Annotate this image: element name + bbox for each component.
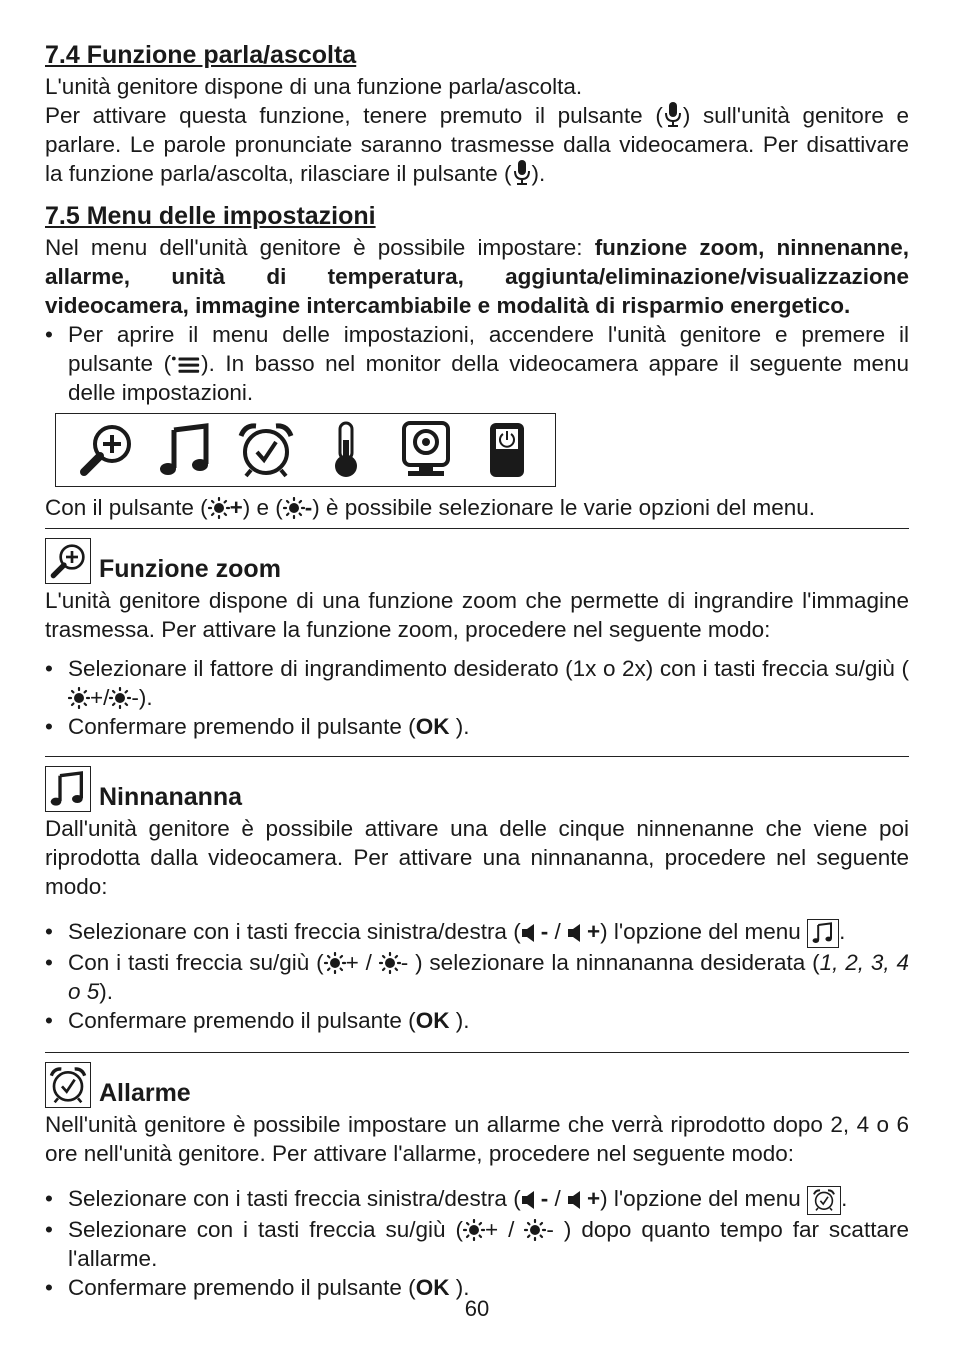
power-icon (476, 420, 536, 480)
s75-intro: Nel menu dell'unità genitore è possibile impostare: funzione zoom, ninnenanne, allarme, unità di temperatura, aggiunta/eliminazione/visualizzazione videocamera, immagine intercambiabile e modalità di risparmio energetico. (45, 235, 909, 318)
settings-menu-bar (55, 413, 556, 487)
alarm-clock-icon (48, 1065, 88, 1105)
music-note-icon (156, 420, 216, 480)
brightness-down-icon (283, 497, 305, 519)
list-item: • Per aprire il menu delle impostazioni, accendere l'unità genitore e premere il pulsante ( ). In basso nel monitor della videocamera appare il seguente menu delle impostazioni. (45, 322, 910, 405)
lullaby-title: Ninnananna (99, 783, 243, 811)
music-note-icon (48, 769, 88, 809)
divider (45, 528, 909, 529)
brightness-up-icon (324, 952, 346, 974)
alarm-clock-icon (812, 1188, 836, 1212)
list-item: • Confermare premendo il pulsante (OK ). (45, 1275, 470, 1300)
zoom-section-header (45, 538, 909, 584)
brightness-down-icon (524, 1219, 546, 1241)
list-item: • Con i tasti freccia su/giù ( + / - ) selezionare la ninnananna desiderata (1, 2, 3, 4 o 5). (45, 950, 909, 1004)
s74-intro: L'unità genitore dispone di una funzione parla/ascolta. (45, 74, 583, 99)
brightness-up-icon (68, 687, 90, 709)
alarm-section-header (45, 1062, 909, 1108)
alarm-clock-box (807, 1186, 841, 1215)
volume-up-icon (567, 923, 587, 943)
microphone-icon (663, 101, 683, 127)
page-number: 60 (464, 1296, 490, 1321)
section-7-4-heading: 7.4 Funzione parla/ascolta (45, 41, 357, 69)
volume-down-icon (521, 1190, 541, 1210)
alarm-title: Allarme (99, 1079, 191, 1107)
section-7-5-heading: 7.5 Menu delle impostazioni (45, 202, 376, 230)
list-item: • Confermare premendo il pulsante (OK ). (45, 1008, 470, 1033)
music-note-box (807, 919, 839, 948)
zoom-icon (76, 420, 136, 480)
zoom-icon (48, 541, 88, 581)
list-item: • Confermare premendo il pulsante (OK ). (45, 714, 470, 739)
volume-down-icon (521, 923, 541, 943)
volume-up-icon (567, 1190, 587, 1210)
divider (45, 756, 909, 757)
menu-icon (171, 355, 201, 375)
zoom-title: Funzione zoom (99, 555, 281, 583)
zoom-description: L'unità genitore dispone di una funzione zoom che permette di ingrandire l'immagine trasmessa. Per attivare la funzione zoom, procedere nel seguente modo: (45, 588, 909, 642)
brightness-up-icon (208, 497, 230, 519)
microphone-icon (512, 159, 532, 185)
s75-select-text: Con il pulsante ( +) e ( -) è possibile selezionare le varie opzioni del menu. (45, 495, 816, 520)
lullaby-description: Dall'unità genitore è possibile attivare una delle cinque ninnenanne che viene poi riprodotta dalla videocamera. Per attivare una ninnananna, procedere nel seguente modo: (45, 816, 909, 899)
list-item: • Selezionare con i tasti freccia su/giù ( + / - ) dopo quanto tempo far scattare l'allarme. (45, 1217, 909, 1271)
thermometer-icon (316, 420, 376, 480)
brightness-down-icon (109, 687, 131, 709)
brightness-down-icon (379, 952, 401, 974)
lullaby-section-header (45, 766, 909, 812)
divider (45, 1052, 909, 1053)
s74-instructions: Per attivare questa funzione, tenere premuto il pulsante ( ) sull'unità genitore e parlare. Le parole pronunciate saranno trasmesse dalla videocamera. Per disattivare la funzione parla/ascolta, rilasciare il pulsante ( ). (45, 103, 910, 186)
music-note-icon (811, 921, 835, 945)
list-item: • Selezionare con i tasti freccia sinistra/destra ( - / +) l'opzione del menu . (45, 917, 909, 948)
brightness-up-icon (463, 1219, 485, 1241)
camera-icon (396, 420, 456, 480)
alarm-description: Nell'unità genitore è possibile impostare un allarme che verrà riprodotto dopo 2, 4 o 6 ore nell'unità genitore. Per attivare l'allarme, procedere nel seguente modo: (45, 1112, 909, 1166)
alarm-clock-icon (236, 420, 296, 480)
list-item: • Selezionare con i tasti freccia sinistra/destra ( - / +) l'opzione del menu . (45, 1184, 909, 1215)
manual-page (45, 38, 909, 1302)
list-item: • Selezionare il fattore di ingrandimento desiderato (1x o 2x) con i tasti freccia su/giù (+/ -). (45, 656, 909, 710)
